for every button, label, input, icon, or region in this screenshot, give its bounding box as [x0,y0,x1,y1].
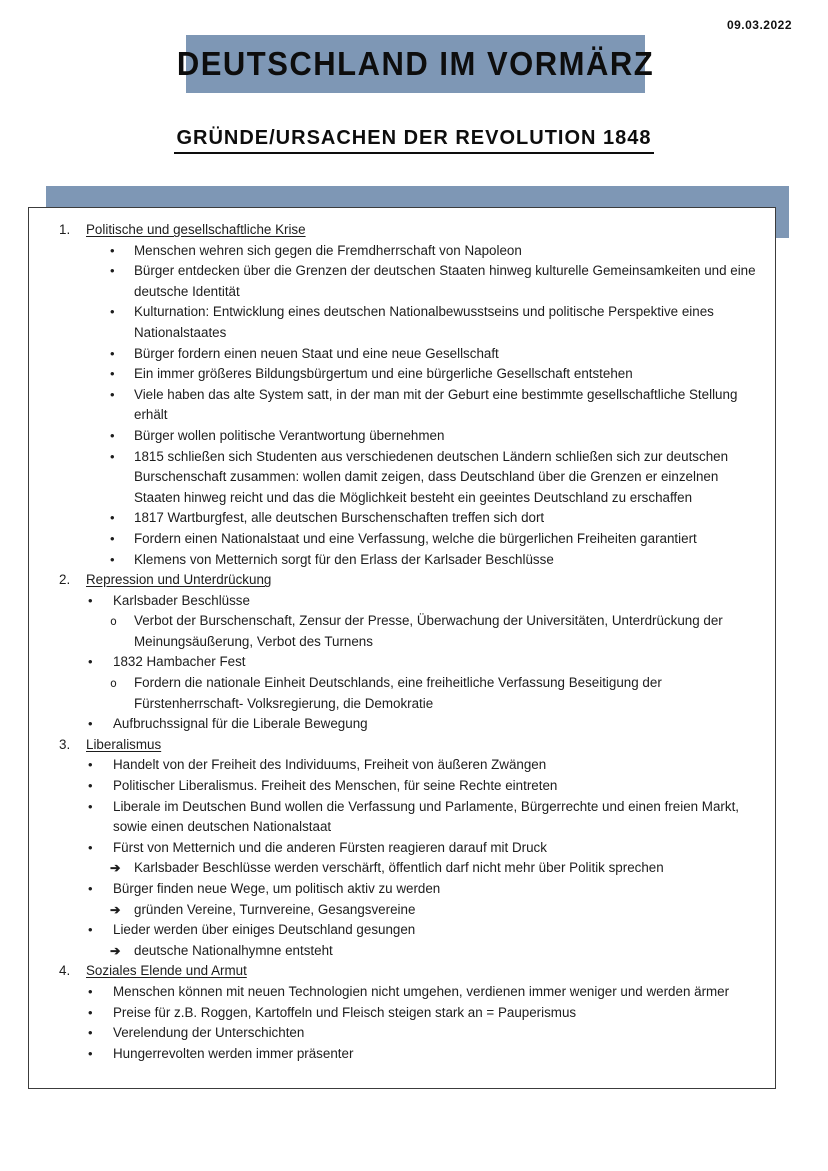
list-item-text: Bürger fordern einen neuen Staat und eine neue Gesellschaft [134,345,499,361]
list-item [59,1044,761,1065]
list-item-text: Kulturnation: Entwicklung eines deutschen Nationalbewusstseins und politische Perspektive eines Nationalstaates [134,304,714,340]
list-item [59,529,761,550]
section-title: Repression und Unterdrückung [86,572,272,588]
list-item-text: 1817 Wartburgfest, alle deutschen Burschenschaften treffen sich dort [134,510,545,526]
section-number: 2. [59,572,71,588]
bullet-icon: • [110,427,115,443]
bullet-icon: • [88,922,93,938]
section-number: 1. [59,222,71,237]
bullet-icon: • [110,263,115,279]
bullet-icon: • [88,1045,93,1061]
list-item [59,447,761,509]
list-item-text: 1815 schließen sich Studenten aus verschiedenen deutschen Ländern schließen sich zur deutschen Burschenschaft zusammen: wollen damit zeigen, dass Deutschland über die Grenzen er einzelnen Staaten hinweg reicht und das die Möglichkeit besteht ein geeintes Deutschland zu erschaffen [134,448,729,505]
list-item-text: Klemens von Metternich sorgt für den Erlass der Karlsader Beschlüsse [134,551,554,567]
date: 09.03.2022 [726,18,792,32]
list-item-text: Bürger entdecken über die Grenzen der deutschen Staaten hinweg kulturelle Gemeinsamkeiten und eine deutsche Identität [134,263,756,299]
list-item [59,241,761,262]
bullet-icon: • [110,510,115,526]
list-item-text: 1832 Hambacher Fest [113,654,246,670]
section-number: 4. [59,963,71,979]
bullet-icon: • [88,839,93,855]
page-subtitle: GRÜNDE/URSACHEN DER REVOLUTION 1848 [174,127,653,154]
list-item [59,941,761,962]
bullet-icon: • [110,551,115,567]
list-item-text: Bürger wollen politische Verantwortung übernehmen [134,427,445,443]
list-item-text: Menschen können mit neuen Technologien nicht umgehen, verdienen immer weniger und werden ärmer [113,983,730,999]
list-item-text: Karlsbader Beschlüsse [113,592,250,608]
content-box [28,207,776,1089]
bullet-icon: • [110,345,115,361]
list-item-text: Viele haben das alte System satt, in der man mit der Geburt eine bestimmte gesellschaftliche Stellung erhält [134,386,738,423]
list-item-text: Preise für z.B. Roggen, Kartoffeln und Fleisch steigen stark an = Pauperismus [113,1004,577,1020]
bullet-icon: • [110,304,115,320]
arrow-icon: ➔ [110,943,121,958]
list-item-text: Fürst von Metternich und die anderen Fürsten reagieren darauf mit Druck [113,839,547,855]
section-heading [59,570,761,591]
arrow-icon: ➔ [110,861,121,876]
list-item [59,776,761,797]
list-item [59,797,761,838]
list-item-text: Verbot der Burschenschaft, Zensur der Presse, Überwachung der Universitäten, Unterdrückung der Meinungsäußerung, Verbot des Turnens [134,613,723,649]
bullet-icon: • [88,592,93,608]
list-item [59,550,761,571]
list-item [59,900,761,921]
list-item [59,1003,761,1024]
bullet-icon: • [88,983,93,999]
list-item-text: Hungerrevolten werden immer präsenter [113,1045,354,1061]
list-item-text: Fordern die nationale Einheit Deutschlands, eine freiheitliche Verfassung Beseitigung der Fürstenherrschaft- Volksregierung, die Demokratie [134,675,662,711]
list-item-text: Ein immer größeres Bildungsbürgertum und eine bürgerliche Gesellschaft entstehen [134,366,633,382]
circle-icon: o [110,614,117,629]
bullet-icon: • [88,1025,93,1041]
list-item [59,426,761,447]
bullet-icon: • [88,757,93,773]
section-number: 3. [59,736,71,752]
list-item-text: Menschen wehren sich gegen die Fremdherrschaft von Napoleon [134,242,522,258]
list-item-text: Karlsbader Beschlüsse werden verschärft, öffentlich darf nicht mehr über Politik sprechen [134,860,664,876]
section-heading [59,220,761,241]
section-title: Politische und gesellschaftliche Krise [86,222,306,237]
bullet-icon: • [88,654,93,670]
section-heading [59,961,761,982]
list-item [59,611,761,652]
list-item [59,714,761,735]
list-item [59,1023,761,1044]
section-heading [59,735,761,756]
bullet-icon: • [110,530,115,546]
bullet-icon: • [110,386,115,402]
list-item [59,673,761,714]
list-item-text: Fordern einen Nationalstaat und eine Verfassung, welche die bürgerlichen Freiheiten garantiert [134,530,697,546]
list-item-text: Aufbruchssignal für die Liberale Bewegung [113,716,368,732]
list-item [59,302,761,343]
bullet-icon: • [88,798,93,814]
list-item [59,508,761,529]
bullet-icon: • [110,448,115,464]
list-item [59,261,761,302]
list-item [59,920,761,941]
list-item [59,591,761,612]
section-title: Liberalismus [86,736,162,752]
list-item [59,385,761,426]
list-item-text: deutsche Nationalhymne entsteht [134,942,333,958]
list-item-text: Liberale im Deutschen Bund wollen die Verfassung und Parlamente, Bürgerrechte und einen freien Markt, sowie einen deutschen Nationalstaat [113,798,740,835]
list-item-text: Bürger finden neue Wege, um politisch aktiv zu werden [113,881,441,896]
list-item [59,344,761,365]
bullet-icon: • [88,716,93,732]
list-item [59,838,761,859]
bullet-icon: • [88,881,93,896]
circle-icon: o [110,676,117,691]
bullet-icon: • [110,366,115,382]
list-item [59,879,761,900]
list-item-text: Handelt von der Freiheit des Individuums, Freiheit von äußeren Zwängen [113,757,547,773]
arrow-icon: ➔ [110,902,121,917]
title-highlight [176,35,655,93]
list-item [59,652,761,673]
page-title: DEUTSCHLAND IM VORMÄRZ [176,44,655,83]
bullet-icon: • [110,242,115,258]
list-item-text: gründen Vereine, Turnvereine, Gesangsvereine [134,901,416,917]
list-item [59,982,761,1003]
list-item [59,858,761,879]
list-item-text: Politischer Liberalismus. Freiheit des Menschen, für seine Rechte eintreten [113,778,558,794]
list-item [59,755,761,776]
bullet-icon: • [88,1004,93,1020]
subtitle-wrap [0,127,828,154]
notes-list [59,220,761,1064]
list-item-text: Verelendung der Unterschichten [113,1025,305,1041]
list-item [59,364,761,385]
section-title: Soziales Elende und Armut [86,963,247,979]
bullet-icon: • [88,778,93,794]
list-item-text: Lieder werden über einiges Deutschland gesungen [113,922,416,938]
